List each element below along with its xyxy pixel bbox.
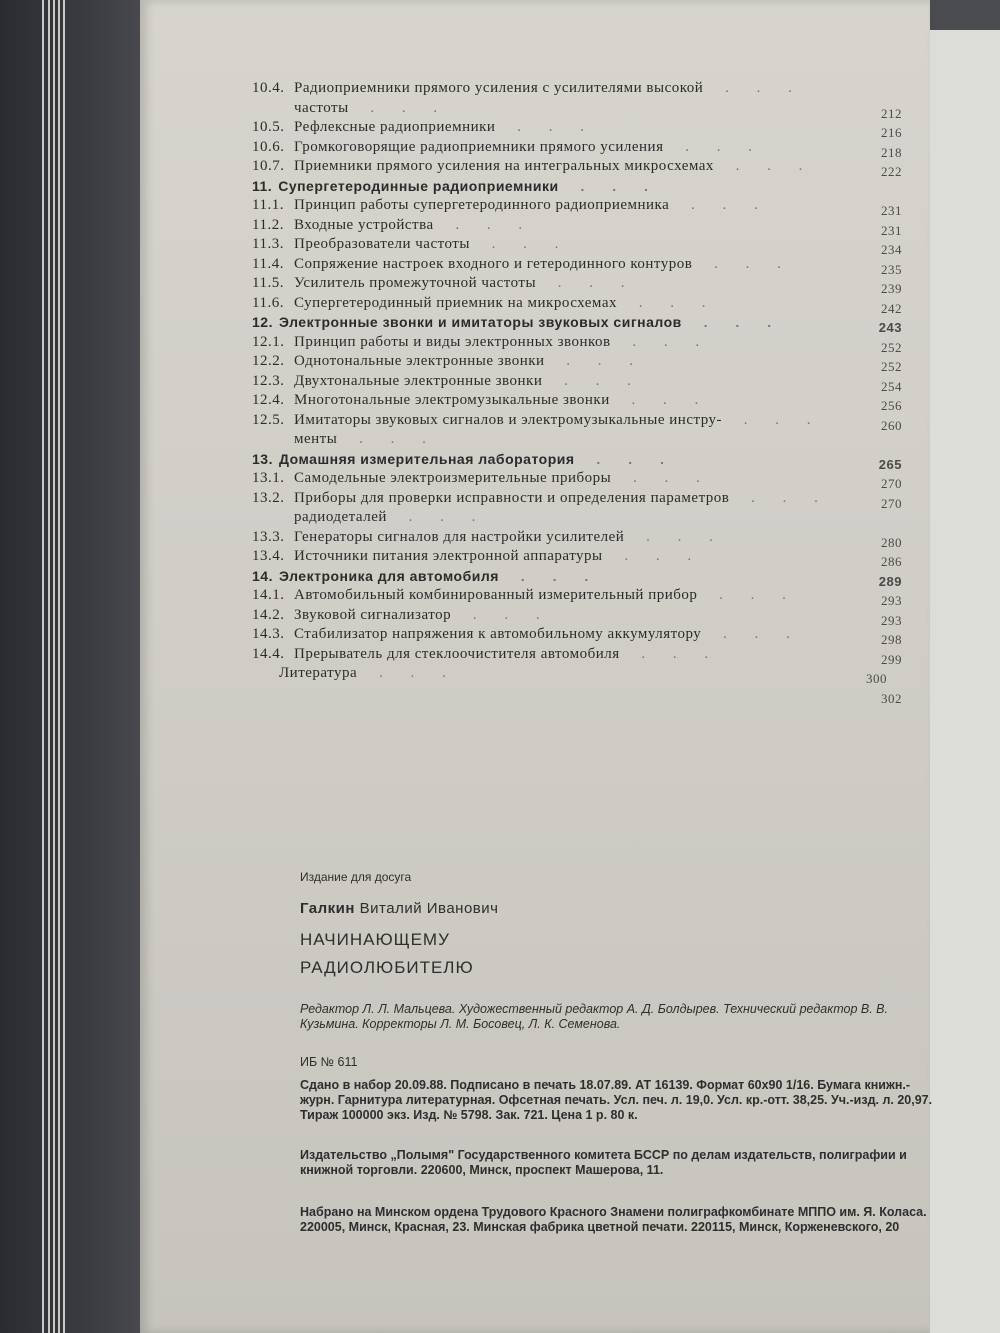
toc-leader-dots: . . .	[550, 353, 646, 369]
toc-page-number: 239	[881, 281, 902, 296]
toc-page-number: 254	[881, 378, 902, 394]
toc-title: Литература	[279, 665, 358, 681]
toc-entry	[252, 605, 902, 628]
toc-entry	[252, 332, 902, 355]
toc-page-number: 265	[878, 456, 902, 472]
toc-number: 13.4.	[252, 548, 285, 564]
author-name: Виталий Иванович	[359, 900, 499, 917]
toc-entry	[252, 507, 892, 527]
toc-leader-dots: . . .	[615, 392, 711, 408]
toc-number: 10.6.	[252, 138, 285, 155]
toc-leader-dots: . . .	[475, 236, 571, 252]
toc-leader-dots: . . .	[439, 216, 535, 233]
toc-page-number: 242	[881, 300, 902, 316]
toc-number: 10.5.	[252, 119, 285, 135]
toc-page-number: 231	[881, 222, 902, 238]
toc-entry	[252, 254, 902, 277]
toc-leader-dots: . . .	[622, 294, 718, 311]
toc-number: 12.4.	[252, 392, 285, 408]
toc-page-number: 243	[878, 320, 902, 335]
toc-title: Супергетеродинный приемник на микросхемах	[294, 294, 617, 311]
toc-chapter	[252, 449, 902, 472]
toc-leader-dots: . . .	[703, 587, 798, 603]
toc-leader-dots: . . .	[735, 489, 830, 506]
toc-page-number: 234	[881, 242, 902, 257]
toc-leader-dots: . . .	[363, 665, 458, 681]
background-board-right	[930, 30, 1000, 1333]
toc-entry	[252, 429, 892, 449]
toc-page-number: 280	[881, 534, 902, 550]
toc-page-number: 299	[881, 651, 902, 667]
toc-entry	[252, 488, 902, 511]
toc-leader-dots: . . .	[630, 528, 725, 545]
toc-page-number: 256	[881, 398, 902, 413]
toc-entry	[252, 98, 902, 121]
toc-number: 13.1.	[252, 470, 285, 486]
editors-credits: Редактор Л. Л. Мальцева. Художественный редактор А. Д. Болдырев. Технический редактор В. В. Кузьмина. Корректоры Л. М. Босовец, Л. К. Семенова.	[300, 1002, 888, 1031]
toc-leader-dots: . . .	[625, 645, 721, 662]
toc-page-number: 298	[881, 632, 902, 647]
toc-number: 14.1.	[252, 587, 285, 603]
toc-leader-dots: . . .	[392, 509, 488, 525]
toc-title: Самодельные электроизмерительные приборы	[294, 470, 612, 486]
toc-number: 14.2.	[252, 606, 285, 623]
toc-number: 12.2.	[252, 353, 285, 369]
toc-title: Рефлексные радиоприемники	[294, 119, 496, 135]
toc-page-number: 218	[881, 144, 902, 160]
toc-title: Приемники прямого усиления на интегральных микросхемах	[294, 158, 714, 174]
toc-title: Домашняя измерительная лаборатория	[278, 450, 575, 467]
publisher-info: Издательство „Полымя" Государственного комитета БССР по делам издательств, полиграфии и книжной торговли. 220600, Минск, проспект Машерова, 11.	[300, 1148, 907, 1177]
toc-title: Звуковой сигнализатор	[294, 606, 452, 623]
author-line	[300, 900, 498, 917]
toc-entry	[252, 351, 902, 374]
toc-page-number: 231	[881, 203, 902, 218]
toc-title: Громкоговорящие радиоприемники прямого усиления	[294, 138, 664, 155]
toc-leader-dots: . . .	[687, 314, 784, 330]
print-data: Сдано в набор 20.09.88. Подписано в печать 18.07.89. АТ 16139. Формат 60х90 1/16. Бумага книжн.-журн. Гарнитура литературная. Офсетная печать. Усл. печ. л. 19,0. Усл. кр.-отт. 38,25. Уч.-изд. л. 20,97. Тираж 100000 экз. Изд. № 5798. Зак. 721. Цена 1 р. 80 к.	[300, 1078, 933, 1122]
toc-entry	[252, 683, 902, 706]
toc-number: 11.3.	[252, 236, 284, 252]
toc-chapter	[252, 566, 902, 589]
toc-leader-dots: . . .	[504, 567, 601, 584]
toc-page-number: 300	[866, 671, 887, 686]
toc-page-number: 286	[881, 554, 902, 569]
toc-title: Входные устройства	[294, 216, 434, 233]
toc-number: 13.3.	[252, 528, 285, 545]
toc-page-number: 216	[881, 125, 902, 140]
toc-number: 14.4.	[252, 645, 285, 662]
toc-number: 10.4.	[252, 80, 285, 96]
toc-page-number: 235	[881, 261, 902, 277]
edition-label: Издание для досуга	[300, 870, 412, 884]
toc-title: Супергетеродинные радиоприемники	[278, 177, 559, 194]
toc-page-number: 260	[881, 417, 902, 433]
toc-entry	[252, 215, 902, 238]
toc-title: Однотональные электронные звонки	[294, 353, 545, 369]
toc-entry	[237, 663, 887, 686]
toc-number: 13.2.	[252, 489, 285, 506]
toc-title: Имитаторы звуковых сигналов и электромузыкальные инстру-	[294, 411, 723, 428]
toc-title: радиодеталей	[294, 509, 387, 525]
toc-page-number: 293	[881, 593, 902, 608]
toc-entry	[252, 527, 902, 550]
book-title-line-2: РАДИОЛЮБИТЕЛЮ	[300, 958, 474, 977]
toc-entry	[252, 371, 902, 394]
toc-title: частоты	[294, 99, 349, 116]
toc-number: 14.3.	[252, 626, 285, 642]
toc-entry	[252, 273, 902, 296]
toc-title: Прерыватель для стеклоочистителя автомобиля	[294, 645, 620, 662]
toc-entry	[252, 390, 902, 413]
toc-title: Преобразователи частоты	[294, 236, 470, 252]
toc-entry	[252, 293, 902, 316]
toc-leader-dots: . . .	[719, 158, 815, 174]
toc-number: 11.1.	[252, 197, 284, 213]
toc-leader-dots: . . .	[354, 99, 450, 116]
toc-entry	[252, 195, 902, 218]
toc-number: 12.1.	[252, 333, 285, 350]
toc-entry	[252, 78, 892, 98]
toc-page-number: 270	[881, 495, 902, 511]
toc-title: Источники питания электронной аппаратуры	[294, 548, 603, 564]
toc-title: менты	[294, 431, 338, 447]
toc-number: 10.7.	[252, 158, 285, 174]
toc-leader-dots: . . .	[675, 197, 770, 213]
toc-title: Усилитель промежуточной частоты	[294, 275, 537, 291]
toc-leader-dots: . . .	[709, 80, 804, 96]
toc-number: 11.4.	[252, 255, 284, 272]
toc-entry	[252, 137, 902, 160]
toc-number: 12.	[252, 314, 273, 330]
toc-leader-dots: . . .	[728, 411, 823, 428]
toc-page-number: 252	[881, 359, 902, 374]
book-page	[140, 0, 933, 1333]
toc-title: Генераторы сигналов для настройки усилителей	[294, 528, 625, 545]
toc-title: Принцип работы и виды электронных звонков	[294, 333, 611, 350]
toc-leader-dots: . . .	[608, 548, 704, 564]
toc-number: 12.3.	[252, 372, 285, 389]
toc-title: Электронные звонки и имитаторы звуковых сигналов	[278, 314, 682, 330]
toc-entry	[252, 585, 902, 608]
toc-entry	[252, 624, 902, 647]
toc-leader-dots: . . .	[564, 177, 660, 194]
toc-chapter	[252, 312, 902, 335]
toc-entry	[252, 410, 902, 433]
toc-page-number: 252	[881, 339, 902, 355]
toc-leader-dots: . . .	[457, 606, 552, 623]
toc-number: 14.	[252, 567, 273, 584]
toc-title: Сопряжение настроек входного и гетеродинного контуров	[294, 255, 693, 272]
toc-entry	[252, 644, 902, 667]
toc-leader-dots: . . .	[616, 333, 712, 350]
toc-leader-dots: . . .	[669, 138, 764, 155]
toc-title: Радиоприемники прямого усиления с усилителями высокой	[294, 80, 704, 96]
toc-page-number: 212	[881, 105, 902, 121]
toc-title: Приборы для проверки исправности и определения параметров	[294, 489, 730, 506]
book-page-edges	[20, 0, 140, 1333]
author-surname: Галкин	[300, 900, 355, 917]
toc-chapter	[252, 176, 892, 196]
toc-title: Принцип работы супергетеродинного радиоприемника	[294, 197, 670, 213]
toc-page-number: 222	[881, 164, 902, 179]
toc-page-number: 302	[881, 690, 902, 706]
toc-page-number: 293	[881, 612, 902, 628]
toc-leader-dots: . . .	[548, 372, 643, 389]
toc-title: Многотональные электромузыкальные звонки	[294, 392, 610, 408]
toc-number: 11.	[252, 177, 273, 194]
toc-leader-dots: . . .	[707, 626, 802, 642]
toc-number: 12.5.	[252, 411, 285, 428]
toc-leader-dots: . . .	[542, 275, 637, 291]
printer-info: Набрано на Минском ордена Трудового Красного Знамени полиграфкомбинате МППО им. Я. Коласа. 220005, Минск, Красная, 23. Минская фабрика цветной печати. 220115, Минск, Корженевского, 20	[300, 1205, 927, 1234]
toc-entry	[252, 546, 902, 569]
toc-number: 11.2.	[252, 216, 284, 233]
toc-entry	[252, 468, 902, 491]
toc-page-number: 270	[881, 476, 902, 491]
toc-leader-dots: . . .	[580, 450, 676, 467]
toc-title: Автомобильный комбинированный измерительный прибор	[294, 587, 698, 603]
toc-leader-dots: . . .	[617, 470, 712, 486]
ib-number: ИБ № 611	[300, 1055, 358, 1069]
book-title-line-1: НАЧИНАЮЩЕМУ	[300, 930, 450, 949]
toc-page-number: 289	[878, 573, 902, 589]
toc-leader-dots: . . .	[343, 431, 438, 447]
toc-number: 11.5.	[252, 275, 284, 291]
toc-title: Электроника для автомобиля	[278, 567, 499, 584]
toc-title: Двухтональные электронные звонки	[294, 372, 543, 389]
toc-entry	[252, 156, 902, 179]
toc-leader-dots: . . .	[501, 119, 596, 135]
toc-number: 11.6.	[252, 294, 284, 311]
toc-number: 13.	[252, 450, 273, 467]
toc-entry	[252, 234, 902, 257]
toc-title: Стабилизатор напряжения к автомобильному аккумулятору	[294, 626, 702, 642]
toc-leader-dots: . . .	[698, 255, 793, 272]
toc-entry	[252, 117, 902, 140]
